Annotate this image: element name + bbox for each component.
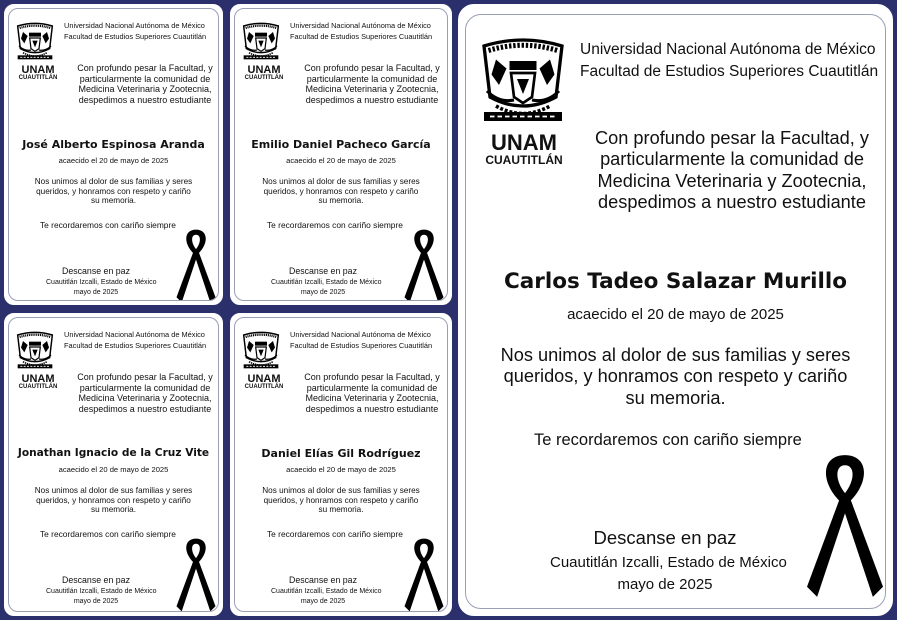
logo-unam: UNAM	[21, 64, 55, 76]
card-inner	[234, 8, 448, 301]
mourning-ribbon-icon	[401, 536, 447, 612]
mourning-ribbon-icon	[173, 536, 219, 612]
student-name: Emilio Daniel Pacheco García	[251, 138, 431, 151]
unam-crest-icon	[15, 331, 55, 371]
condolence-intro	[65, 372, 219, 414]
unam-crest-icon	[478, 37, 568, 127]
body-line: Nos unimos al dolor de sus familias y seres	[262, 177, 420, 186]
card-inner	[465, 14, 886, 609]
body-line: queridos, y honramos con respeto y cariño	[263, 186, 419, 196]
university-name: Universidad Nacional Autónoma de México	[64, 330, 205, 339]
body-line: su memoria.	[90, 505, 137, 515]
obituary-card-3	[2, 311, 225, 618]
rest-in-peace-block	[271, 265, 382, 298]
body-line: su memoria.	[90, 196, 137, 206]
body-line: Nos unimos al dolor de sus familias y seres	[262, 486, 420, 495]
intro-line: particularmente la comunidad de	[79, 73, 211, 84]
condolence-body	[466, 345, 885, 409]
intro-line: Con profundo pesar la Facultad, y	[595, 128, 869, 148]
unam-crest-icon	[241, 331, 281, 371]
intro-line: despedimos a nuestro estudiante	[305, 94, 439, 105]
obituary-card-1	[2, 2, 225, 307]
condolence-intro	[291, 372, 448, 414]
card-inner	[8, 317, 219, 612]
body-line: queridos, y honramos con respeto y cariño	[36, 495, 191, 505]
intro-line: despedimos a nuestro estudiante	[78, 94, 212, 105]
death-date: acaecido el 20 de mayo de 2025	[58, 156, 169, 165]
mourning-ribbon-icon	[173, 227, 219, 301]
intro-line: Medicina Veterinaria y Zootecnia,	[597, 170, 867, 191]
obituary-card-4	[228, 311, 454, 618]
logo-cuautitlan: CUAUTITLÁN	[18, 384, 58, 390]
student-name: José Alberto Espinosa Aranda	[22, 138, 205, 151]
intro-line: Con profundo pesar la Facultad, y	[77, 63, 213, 73]
university-name: Universidad Nacional Autónoma de México	[580, 41, 876, 58]
death-date: acaecido el 20 de mayo de 2025	[286, 156, 396, 165]
month-year: mayo de 2025	[73, 288, 119, 296]
unam-logo-text	[239, 65, 289, 81]
intro-line: particularmente la comunidad de	[79, 382, 211, 393]
logo-unam: UNAM	[491, 130, 557, 155]
logo-cuautitlan: CUAUTITLÁN	[485, 153, 563, 167]
university-header	[290, 21, 432, 42]
body-line: su memoria.	[625, 387, 726, 408]
university-header	[580, 39, 878, 84]
unam-crest-icon	[15, 22, 55, 62]
card-inner	[234, 317, 448, 612]
unam-logo-text	[474, 130, 574, 167]
obituary-card-featured	[456, 2, 895, 618]
unam-logo-text	[13, 374, 63, 390]
university-name: Universidad Nacional Autónoma de México	[290, 330, 431, 339]
faculty-name: Facultad de Estudios Superiores Cuautitlán	[290, 31, 433, 41]
card-inner	[8, 8, 219, 301]
mourning-ribbon-icon	[401, 227, 447, 301]
student-name: Daniel Elías Gil Rodríguez	[261, 447, 421, 460]
university-header	[64, 21, 206, 42]
university-name: Universidad Nacional Autónoma de México	[64, 21, 205, 30]
intro-line: Medicina Veterinaria y Zootecnia,	[78, 393, 212, 404]
obituary-card-2	[228, 2, 454, 307]
body-line: Nos unimos al dolor de sus familias y seres	[34, 177, 193, 186]
rest-title: Descanse en paz	[62, 266, 130, 276]
death-date: acaecido el 20 de mayo de 2025	[567, 306, 784, 323]
location: Cuautitlán Izcalli, Estado de México	[46, 278, 157, 286]
remember-text: Te recordaremos con cariño siempre	[40, 529, 176, 539]
condolence-intro	[582, 128, 882, 213]
condolence-body	[235, 177, 447, 206]
rest-title: Descanse en paz	[289, 266, 357, 276]
intro-line: Medicina Veterinaria y Zootecnia,	[305, 393, 439, 404]
intro-line: particularmente la comunidad de	[306, 73, 438, 84]
logo-unam: UNAM	[21, 373, 55, 385]
location: Cuautitlán Izcalli, Estado de México	[271, 278, 382, 286]
faculty-name: Facultad de Estudios Superiores Cuautitlán	[290, 340, 433, 350]
unam-logo-text	[239, 374, 289, 390]
logo-cuautitlan: CUAUTITLÁN	[244, 384, 284, 390]
university-header	[290, 330, 432, 351]
faculty-name: Facultad de Estudios Superiores Cuautitlán	[64, 340, 207, 350]
intro-line: particularmente la comunidad de	[600, 149, 864, 170]
month-year: mayo de 2025	[73, 597, 119, 605]
month-year: mayo de 2025	[300, 597, 346, 605]
location: Cuautitlán Izcalli, Estado de México	[46, 587, 157, 595]
body-line: queridos, y honramos con respeto y cariño	[503, 366, 848, 387]
rest-in-peace-block	[46, 265, 157, 298]
logo-unam: UNAM	[247, 373, 281, 385]
rest-title: Descanse en paz	[593, 527, 737, 548]
month-year: mayo de 2025	[300, 288, 346, 296]
unam-crest-icon	[241, 22, 281, 62]
death-date: acaecido el 20 de mayo de 2025	[58, 465, 169, 474]
logo-unam: UNAM	[247, 64, 281, 76]
faculty-name: Facultad de Estudios Superiores Cuautitlán	[64, 31, 207, 41]
intro-line: Con profundo pesar la Facultad, y	[304, 372, 440, 382]
remember-text: Te recordaremos con cariño siempre	[267, 529, 403, 539]
month-year: mayo de 2025	[617, 575, 713, 593]
student-name: Carlos Tadeo Salazar Murillo	[503, 269, 848, 294]
rest-title: Descanse en paz	[62, 575, 130, 585]
body-line: Nos unimos al dolor de sus familias y seres	[34, 486, 193, 495]
student-name: Jonathan Ignacio de la Cruz Vite	[17, 447, 210, 459]
remember-text: Te recordaremos con cariño siempre	[40, 220, 176, 230]
condolence-body	[235, 486, 447, 515]
intro-line: Medicina Veterinaria y Zootecnia,	[78, 84, 212, 95]
remember-text: Te recordaremos con cariño siempre	[534, 431, 802, 449]
condolence-body	[9, 177, 218, 206]
rest-title: Descanse en paz	[289, 575, 357, 585]
body-line: su memoria.	[318, 196, 364, 206]
rest-in-peace-block	[46, 574, 157, 607]
condolence-intro	[65, 63, 219, 105]
faculty-name: Facultad de Estudios Superiores Cuautitlán	[580, 63, 879, 81]
logo-cuautitlan: CUAUTITLÁN	[244, 75, 284, 81]
university-name: Universidad Nacional Autónoma de México	[290, 21, 431, 30]
university-header	[64, 330, 206, 351]
body-line: queridos, y honramos con respeto y cariño	[36, 186, 191, 196]
logo-cuautitlan: CUAUTITLÁN	[18, 75, 58, 81]
body-line: queridos, y honramos con respeto y cariño	[263, 495, 419, 505]
intro-line: particularmente la comunidad de	[306, 382, 438, 393]
death-date: acaecido el 20 de mayo de 2025	[286, 465, 396, 474]
intro-line: Con profundo pesar la Facultad, y	[77, 372, 213, 382]
body-line: Nos unimos al dolor de sus familias y seres	[500, 345, 851, 365]
condolence-intro	[291, 63, 448, 105]
intro-line: despedimos a nuestro estudiante	[598, 191, 866, 212]
condolence-body	[9, 486, 218, 515]
intro-line: despedimos a nuestro estudiante	[78, 403, 212, 414]
unam-logo-text	[13, 65, 63, 81]
remember-text: Te recordaremos con cariño siempre	[267, 220, 403, 230]
body-line: su memoria.	[318, 505, 364, 515]
location: Cuautitlán Izcalli, Estado de México	[550, 553, 787, 571]
location: Cuautitlán Izcalli, Estado de México	[271, 587, 382, 595]
intro-line: Medicina Veterinaria y Zootecnia,	[305, 84, 439, 95]
rest-in-peace-block	[271, 574, 382, 607]
intro-line: despedimos a nuestro estudiante	[305, 403, 439, 414]
rest-in-peace-block	[550, 525, 787, 595]
mourning-ribbon-icon	[801, 450, 886, 602]
intro-line: Con profundo pesar la Facultad, y	[304, 63, 440, 73]
